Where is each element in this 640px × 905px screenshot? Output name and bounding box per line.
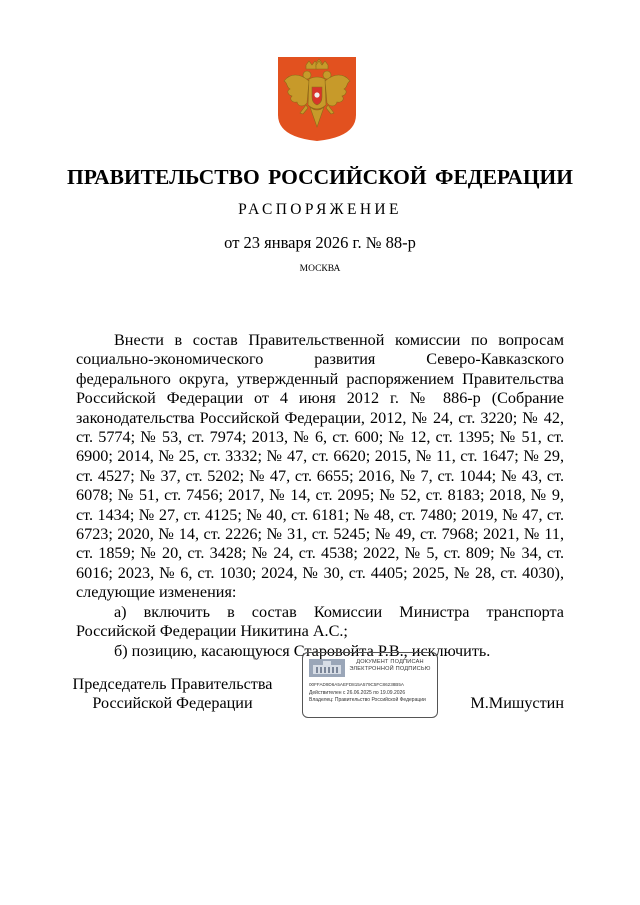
stamp-owner: Владелец: Правительство Российской Федерации <box>309 697 426 703</box>
stamp-certificate: 00FFAD9D6A5AEFD815A579C5FC86238B5A <box>309 682 404 687</box>
document-date-number: от 23 января 2026 г. № 88-р <box>224 233 416 252</box>
document-body <box>76 331 564 661</box>
signer-name: М.Мишустин <box>470 694 564 712</box>
signer-position <box>70 675 275 714</box>
body-paragraph: Внести в состав Правительственной комиссии по вопросам социально-экономического развития Северо-Кавказского федерального округа, утвержденный распоряжением Правительства Российской Федерации от 4 июня 2012 г. № 886-р (Собрание законодательства Российской Федерации, 2012, № 24, ст. 3220; № 42, ст. 5774; № 53, ст. 7974; 2013, № 6, ст. 600; № 12, ст. 1395; № 51, ст. 6900; 2014, № 25, ст. 3332; № 47, ст. 6620; 2015, № 11, ст. 1647; № 29, ст. 4527; № 37, ст. 5202; № 47, ст. 6655; 2016, № 7, ст. 1044; № 43, ст. 6078; № 51, ст. 7456; 2017, № 14, ст. 2095; № 52, ст. 8183; 2018, № 9, ст. 1434; № 27, ст. 4125; № 40, ст. 6181; № 48, ст. 7480; 2019, № 47, ст. 6723; 2020, № 14, ст. 2226; № 31, ст. 5245; № 49, ст. 7968; 2021, № 11, ст. 1859; № 20, ст. 3428; № 24, ст. 4538; 2022, № 5, ст. 809; № 34, ст. 6016; 2023, № 6, ст. 1030; 2024, № 30, ст. 4405; 2025, № 28, ст. 4030), следующие изменения: <box>76 331 564 602</box>
body-paragraph: б) позицию, касающуюся Старовойта Р.В., исключить. <box>114 641 491 660</box>
signer-position-line: Российской Федерации <box>92 694 253 713</box>
electronic-signature-stamp <box>302 652 438 718</box>
stamp-heading: ДОКУМЕНТ ПОДПИСАН ЭЛЕКТРОННОЙ ПОДПИСЬЮ <box>349 659 431 672</box>
coat-of-arms-icon <box>276 55 358 143</box>
document-type: РАСПОРЯЖЕНИЕ <box>238 201 402 218</box>
signer-position-line: Председатель Правительства <box>72 675 273 693</box>
document-city: МОСКВА <box>299 264 341 274</box>
government-building-icon <box>309 659 345 677</box>
stamp-validity: Действителен с 26.06.2025 по 19.09.2026 <box>309 690 406 696</box>
organization-title: ПРАВИТЕЛЬСТВО РОССИЙСКОЙ ФЕДЕРАЦИИ <box>66 165 573 189</box>
body-paragraph: а) включить в состав Комиссии Министра транспорта Российской Федерации Никитина А.С.; <box>76 602 564 641</box>
